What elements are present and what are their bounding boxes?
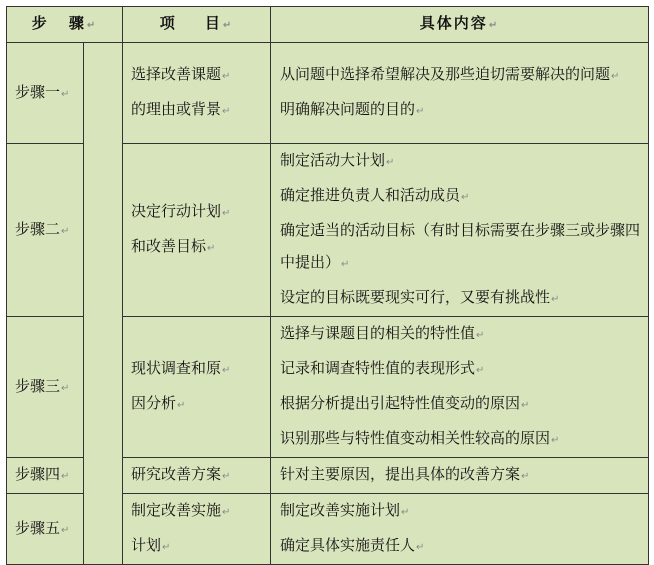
steps-table-container (6, 6, 649, 553)
step-item-line: 的理由或背景↵ (131, 100, 231, 118)
detail-line: 明确解决问题的目的↵ (280, 100, 425, 118)
paragraph-mark-icon: ↵ (476, 365, 485, 376)
paragraph-mark-icon: ↵ (61, 225, 70, 237)
step-item (123, 494, 271, 565)
header-step-char-1: 步 (31, 14, 49, 32)
step-details (271, 458, 649, 494)
step-label (7, 458, 84, 494)
paragraph-mark-icon: ↵ (551, 294, 560, 305)
table-header-row (7, 7, 649, 43)
paragraph-mark-icon: ↵ (222, 208, 231, 219)
detail-line: 针对主要原因，提出具体的改善方案↵ (280, 465, 530, 483)
step-item (123, 144, 271, 317)
step-item-line: 因分析↵ (131, 394, 186, 412)
header-detail (271, 7, 649, 43)
paragraph-mark-icon: ↵ (162, 542, 171, 553)
detail-line: 记录和调查特性值的表现形式↵ (280, 359, 485, 377)
step-label-text: 步骤二 (15, 219, 61, 238)
step-item-line: 计划↵ (131, 536, 171, 554)
paragraph-mark-icon: ↵ (222, 71, 231, 82)
paragraph-mark-icon: ↵ (521, 471, 530, 482)
paragraph-mark-icon: ↵ (61, 88, 70, 100)
improvement-steps-table (6, 6, 649, 565)
detail-line: 根据分析提出引起特性值变动的原因↵ (280, 394, 530, 412)
step-item (123, 317, 271, 458)
step-label-text: 步骤一 (15, 82, 61, 101)
detail-line: 确定具体实施责任人↵ (280, 536, 425, 554)
detail-line: 识别那些与特性值变动相关性较高的原因↵ (280, 429, 560, 447)
step-item (123, 458, 271, 494)
step-label (7, 317, 84, 458)
detail-line: 设定的目标既要现实可行，又要有挑战性↵ (280, 288, 560, 306)
header-step-char-2: 骤 (68, 14, 86, 32)
step-label-text: 步骤四 (15, 465, 61, 483)
paragraph-mark-icon: ↵ (61, 471, 70, 482)
step-item-line: 选择改善课题↵ (131, 65, 231, 83)
paragraph-mark-icon: ↵ (177, 400, 186, 411)
step-label-text: 步骤三 (15, 376, 61, 395)
paragraph-mark-icon: ↵ (401, 507, 410, 518)
step-spacer-column (84, 43, 123, 565)
header-item-char-1: 项 (159, 14, 177, 32)
paragraph-mark-icon: ↵ (416, 542, 425, 553)
step-item-line: 制定改善实施↵ (131, 501, 231, 519)
paragraph-mark-icon: ↵ (222, 106, 231, 117)
paragraph-mark-icon: ↵ (551, 435, 560, 446)
paragraph-mark-icon: ↵ (86, 20, 98, 31)
detail-line: 确定适当的活动目标（有时目标需要在步骤三或步骤四中提出）↵ (280, 221, 641, 271)
step-label-text: 步骤五 (15, 518, 61, 537)
paragraph-mark-icon: ↵ (61, 524, 70, 536)
detail-line: 从问题中选择希望解决及那些迫切需要解决的问题↵ (280, 65, 620, 83)
paragraph-mark-icon: ↵ (386, 157, 395, 168)
paragraph-mark-icon: ↵ (488, 20, 500, 31)
detail-line: 制定改善实施计划↵ (280, 501, 410, 519)
paragraph-mark-icon: ↵ (461, 192, 470, 203)
paragraph-mark-icon: ↵ (61, 382, 70, 394)
table-row (7, 43, 649, 144)
step-label (7, 43, 84, 144)
paragraph-mark-icon: ↵ (416, 106, 425, 117)
step-item-line: 和改善目标↵ (131, 237, 216, 255)
detail-line: 选择与课题目的相关的特性值↵ (280, 324, 485, 342)
step-item (123, 43, 271, 144)
step-label (7, 144, 84, 317)
paragraph-mark-icon: ↵ (476, 330, 485, 341)
step-item-line: 决定行动计划↵ (131, 202, 231, 220)
header-item (123, 7, 271, 43)
header-detail-label: 具体内容 (419, 14, 488, 32)
step-item-line: 现状调查和原↵ (131, 359, 231, 377)
paragraph-mark-icon: ↵ (207, 243, 216, 254)
header-step (7, 7, 123, 43)
header-item-char-2: 目 (204, 14, 222, 32)
step-details (271, 144, 649, 317)
step-details (271, 494, 649, 565)
step-details (271, 43, 649, 144)
paragraph-mark-icon: ↵ (611, 71, 620, 82)
paragraph-mark-icon: ↵ (222, 20, 234, 31)
paragraph-mark-icon: ↵ (521, 400, 530, 411)
step-item-line: 研究改善方案↵ (131, 465, 231, 483)
paragraph-mark-icon: ↵ (222, 365, 231, 376)
paragraph-mark-icon: ↵ (341, 259, 350, 270)
paragraph-mark-icon: ↵ (222, 471, 231, 482)
detail-line: 确定推进负责人和活动成员↵ (280, 186, 470, 204)
detail-line: 制定活动大计划↵ (280, 151, 395, 169)
step-label (7, 494, 84, 565)
paragraph-mark-icon: ↵ (222, 507, 231, 518)
step-details (271, 317, 649, 458)
